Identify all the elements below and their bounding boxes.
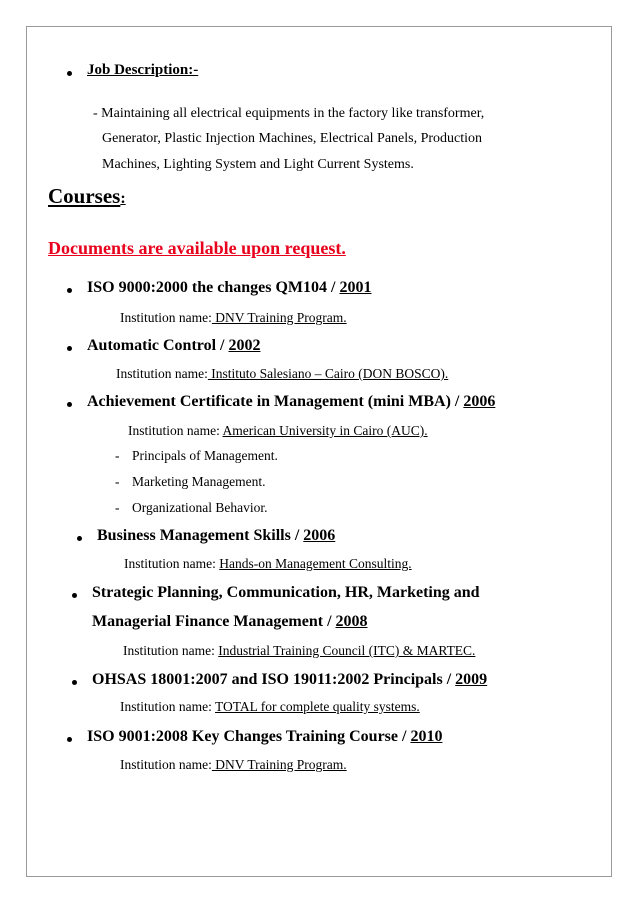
course-title: Strategic Planning, Communication, HR, Marketing and: [92, 584, 480, 601]
course-title-text: Achievement Certificate in Management (mini MBA) /: [87, 393, 464, 410]
courses-heading-text: Courses: [48, 184, 121, 208]
institution-name: DNV Training Program.: [211, 757, 347, 772]
institution-name: DNV Training Program.: [211, 310, 347, 325]
course-title-text: OHSAS 18001:2007 and ISO 19011:2002 Principals /: [92, 671, 456, 688]
course-institution: [120, 310, 347, 326]
course-title: [87, 728, 442, 746]
institution-prefix: Institution name:: [128, 423, 220, 438]
course-institution: [128, 423, 428, 439]
course-title: [87, 337, 260, 355]
course-year: 2006: [463, 393, 496, 410]
course-institution: [116, 366, 448, 382]
institution-name: Hands-on Management Consulting.: [219, 556, 412, 571]
courses-heading: [48, 184, 126, 209]
course-institution: [120, 699, 420, 715]
course-title: [92, 671, 487, 689]
course-institution: [124, 556, 412, 572]
bullet-icon: [72, 593, 77, 598]
institution-prefix: Institution name:: [120, 757, 212, 772]
topic-item: -: [115, 448, 120, 463]
bullet-icon: [67, 737, 72, 742]
institution-prefix: Institution name:: [124, 556, 216, 571]
bullet-icon: [67, 402, 72, 407]
institution-name: Industrial Training Council (ITC) & MARTEC.: [218, 643, 476, 658]
course-title: [87, 393, 495, 411]
institution-prefix: Institution name:: [120, 310, 212, 325]
course-title-text: Automatic Control /: [87, 337, 229, 354]
course-year: 2002: [228, 337, 261, 354]
job-description-line-2: Generator, Plastic Injection Machines, Electrical Panels, Production: [102, 131, 483, 146]
course-year: 2009: [455, 671, 488, 688]
course-title-text: ISO 9000:2000 the changes QM104 /: [87, 279, 340, 296]
topic-item: -: [115, 474, 120, 489]
course-title-text: ISO 9001:2008 Key Changes Training Course /: [87, 728, 411, 745]
topic-item-text: Principals of Management.: [132, 448, 278, 463]
institution-prefix: Institution name:: [116, 366, 208, 381]
course-year: 2010: [410, 728, 443, 745]
course-institution: [120, 757, 347, 773]
institution-name: TOTAL for complete quality systems.: [215, 699, 420, 714]
job-description-line-3: Machines, Lighting System and Light Current Systems.: [102, 157, 414, 172]
bullet-icon: [67, 346, 72, 351]
course-title: [87, 279, 371, 297]
course-title-text: Business Management Skills /: [97, 527, 304, 544]
course-institution: [123, 643, 475, 659]
topic-item-text: Marketing Management.: [132, 474, 266, 489]
institution-prefix: Institution name:: [123, 643, 215, 658]
course-year: 2008: [335, 613, 368, 630]
topic-item-text: Organizational Behavior.: [132, 500, 268, 515]
topic-item: -: [115, 500, 120, 515]
course-year: 2006: [303, 527, 336, 544]
course-year: 2001: [339, 279, 372, 296]
institution-name: American University in Cairo (AUC).: [222, 423, 428, 438]
course-title-text: Managerial Finance Management /: [92, 613, 336, 630]
bullet-icon: [77, 536, 82, 541]
courses-heading-colon: :: [120, 190, 126, 207]
bullet-icon: [67, 288, 72, 293]
institution-name: Instituto Salesiano – Cairo (DON BOSCO).: [207, 366, 449, 381]
course-title-line-2: [92, 613, 368, 631]
document-page: [26, 26, 612, 877]
course-title: [97, 527, 335, 545]
institution-prefix: Institution name:: [120, 699, 212, 714]
bullet-icon: [72, 680, 77, 685]
job-description-label: Job Description:-: [87, 62, 199, 78]
documents-note: Documents are available upon request.: [48, 238, 346, 258]
bullet-icon: [67, 71, 72, 76]
job-description-line-1: - Maintaining all electrical equipments in the factory like transformer,: [93, 106, 485, 121]
